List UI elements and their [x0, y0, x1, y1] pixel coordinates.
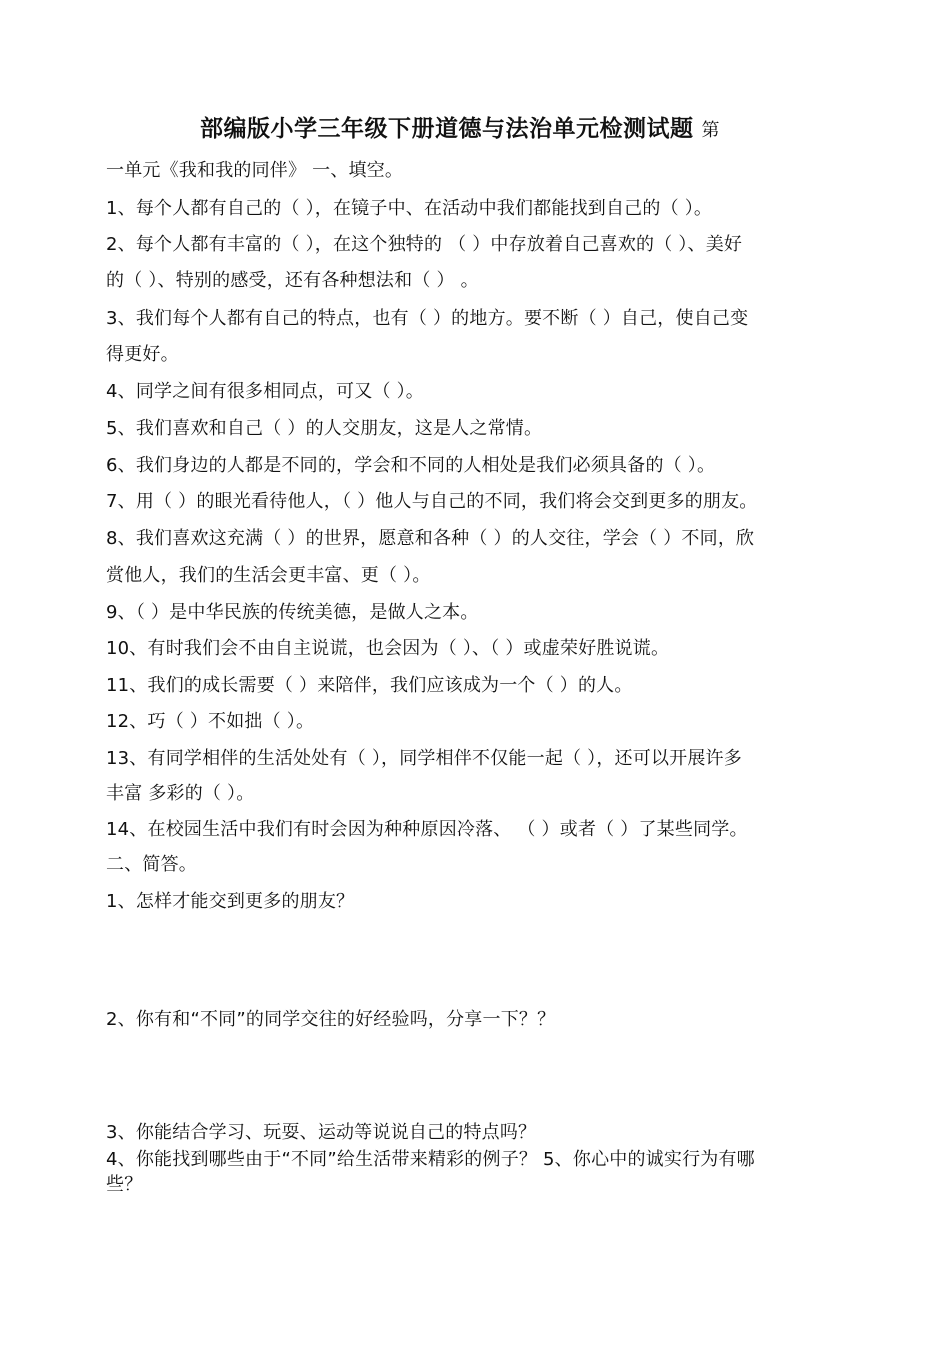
question-7: 7、用（ ）的眼光看待他人，（ ）他人与自己的不同，我们将会交到更多的朋友。 [106, 491, 758, 512]
question-14: 14、在校园生活中我们有时会因为种种原因冷落、 （ ）或者（ ）了某些同学。 [106, 819, 748, 840]
short-answer-4-line-2: 些？ [106, 1174, 143, 1195]
short-answer-2: 2、你有和“不同”的同学交往的好经验吗，分享一下？？ [106, 1009, 556, 1030]
question-10: 10、有时我们会不由自主说谎，也会因为（ ）、（ ）或虚荣好胜说谎。 [106, 638, 670, 659]
unit-heading: 一单元《我和我的同伴》 一、填空。 [106, 160, 404, 181]
section-heading-short-answer: 二、简答。 [106, 854, 197, 875]
question-13-line-1: 13、有同学相伴的生活处处有（ ），同学相伴不仅能一起（ ），还可以开展许多 [106, 748, 742, 769]
question-2-line-2: 的（ ）、特别的感受，还有各种想法和（ ） 。 [106, 270, 479, 291]
question-3-line-1: 3、我们每个人都有自己的特点，也有（ ）的地方。要不断（ ）自己，使自己变 [106, 308, 749, 329]
question-9: 9、（ ）是中华民族的传统美德，是做人之本。 [106, 602, 479, 623]
question-4: 4、同学之间有很多相同点，可又（ ）。 [106, 381, 424, 402]
question-2-line-1: 2、每个人都有丰富的（ ），在这个独特的 （ ）中存放着自己喜欢的（ ）、美好 [106, 234, 743, 255]
question-6: 6、我们身边的人都是不同的，学会和不同的人相处是我们必须具备的（ ）。 [106, 455, 716, 476]
short-answer-4-line-1: 4、你能找到哪些由于“不同”给生活带来精彩的例子？ 5、你心中的诚实行为有哪 [106, 1149, 755, 1170]
question-3-line-2: 得更好。 [106, 344, 179, 365]
question-12: 12、巧（ ）不如拙（ ）。 [106, 711, 315, 732]
question-8-line-2: 赏他人，我们的生活会更丰富、更（ ）。 [106, 565, 431, 586]
question-11: 11、我们的成长需要（ ）来陪伴，我们应该成为一个（ ）的人。 [106, 675, 633, 696]
short-answer-1: 1、怎样才能交到更多的朋友？ [106, 891, 355, 912]
title-suffix: 第 [701, 120, 720, 141]
question-1: 1、每个人都有自己的（ ），在镜子中、在活动中我们都能找到自己的（ ）。 [106, 198, 713, 219]
title-text: 部编版小学三年级下册道德与法治单元检测试题 [200, 116, 694, 142]
document-title [200, 114, 720, 146]
question-13-line-2: 丰富 多彩的（ ）。 [106, 783, 255, 804]
short-answer-3: 3、你能结合学习、玩耍、运动等说说自己的特点吗？ [106, 1122, 537, 1143]
question-5: 5、我们喜欢和自己（ ）的人交朋友，这是人之常情。 [106, 418, 543, 439]
question-8-line-1: 8、我们喜欢这充满（ ）的世界，愿意和各种（ ）的人交往，学会（ ）不同，欣 [106, 528, 755, 549]
